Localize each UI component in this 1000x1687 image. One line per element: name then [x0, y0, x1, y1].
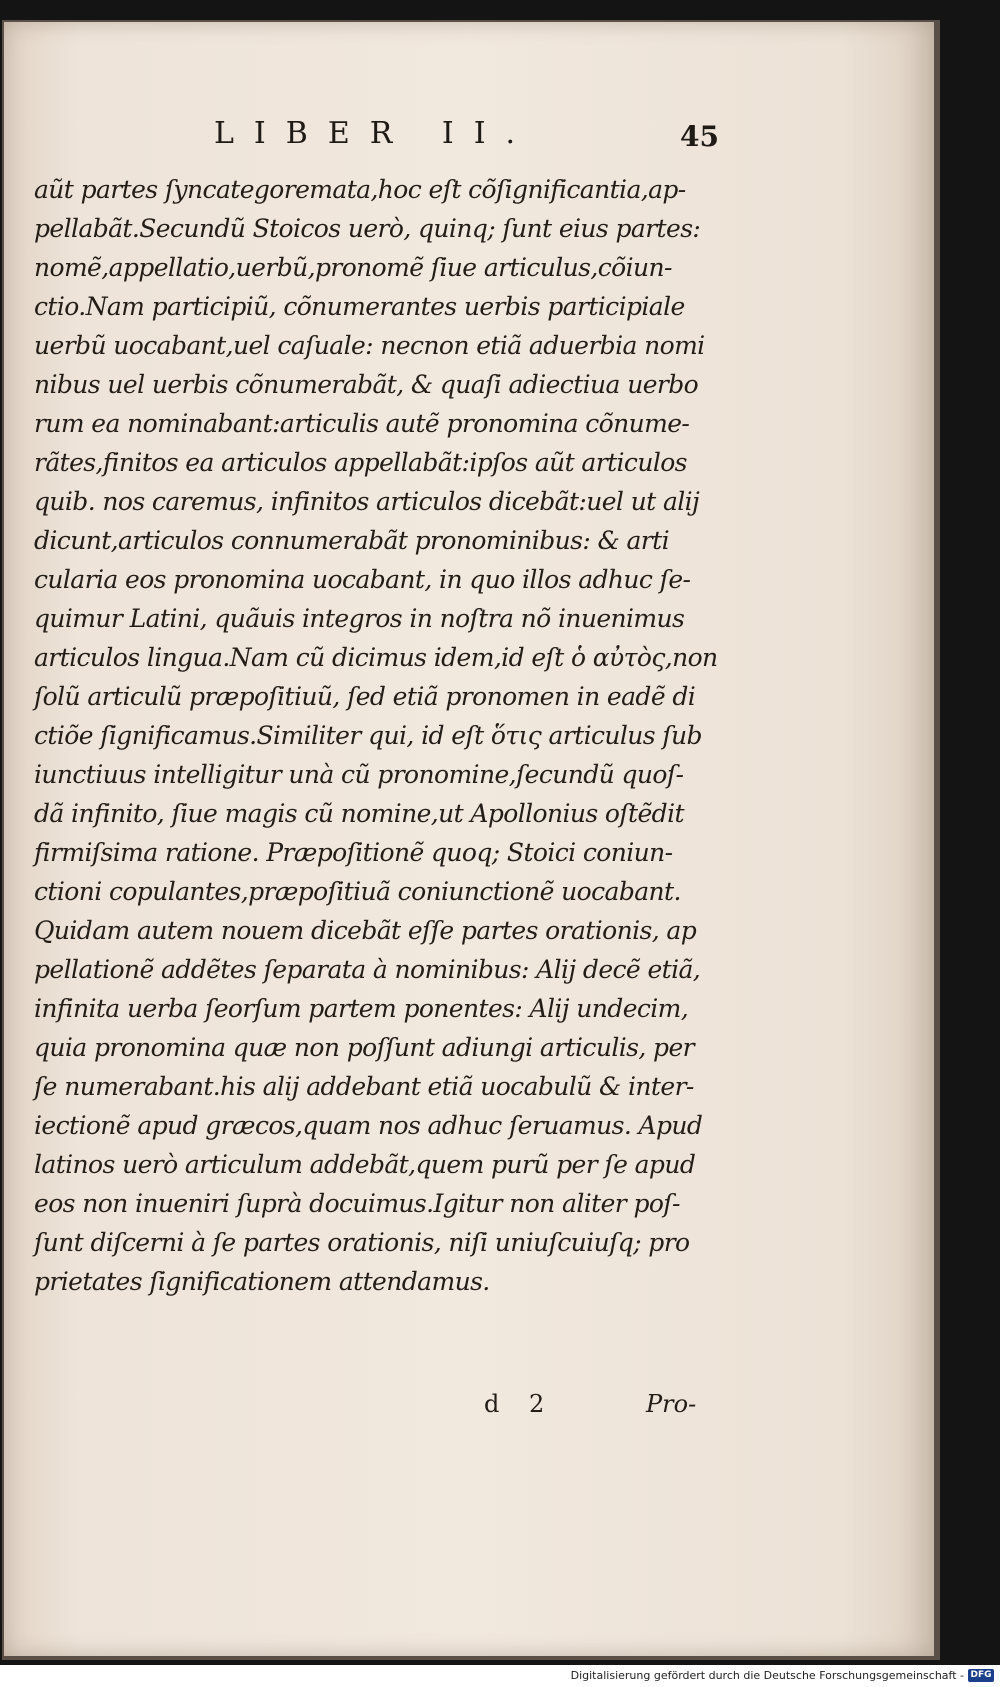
text-line: ctiõe ſignificamus.Similiter qui, id eſt ὅτις articulus ſub [34, 721, 702, 750]
text-line: rum ea nominabant:articulis autẽ pronomina cõnume- [34, 409, 690, 438]
dfg-logo-icon: DFG [968, 1669, 994, 1682]
text-line: nomẽ,appellatio,uerbũ,pronomẽ ſiue articulus,cõiun- [34, 253, 672, 282]
text-line: aũt partes ſyncategoremata,hoc eſt cõſignificantia,ap- [34, 175, 686, 204]
credit-bar [0, 1665, 1000, 1687]
text-line: articulos lingua.Nam cũ dicimus idem,id eſt ὁ αὐτὸς,non [34, 643, 718, 672]
text-line: Quidam autem nouem dicebãt eſſe partes orationis, ap [34, 916, 697, 945]
text-line: nibus uel uerbis cõnumerabãt, & quaſi adiectiua uerbo [34, 370, 699, 399]
text-line: ſunt diſcerni à ſe partes orationis, niſi uniuſcuiuſq; pro [34, 1228, 690, 1257]
page-header [4, 116, 934, 166]
text-line: infinita uerba ſeorſum partem ponentes: Alij undecim, [34, 994, 689, 1023]
page-number: 45 [680, 120, 719, 153]
text-line: quib. nos caremus, infinitos articulos dicebãt:uel ut alij [34, 487, 700, 516]
text-line: dã infinito, ſiue magis cũ nomine,ut Apollonius oſtẽdit [34, 799, 684, 828]
signature-mark: d 2 [484, 1390, 545, 1418]
text-line: uerbũ uocabant,uel caſuale: necnon etiã aduerbia nomi [34, 331, 705, 360]
text-line: firmiſsima ratione. Præpoſitionẽ quoq; Stoici coniun- [34, 838, 673, 867]
text-line: ſolũ articulũ præpoſitiuũ, ſed etiã pronomen in eadẽ di [34, 682, 696, 711]
page-footer [4, 1390, 934, 1430]
text-line: ctioni copulantes,præpoſitiuã coniunctionẽ uocabant. [34, 877, 681, 906]
credit-text: Digitalisierung gefördert durch die Deutsche Forschungsgemeinschaft - [570, 1669, 964, 1682]
text-line: prietates ſignificationem attendamus. [34, 1267, 490, 1296]
text-line: pellabãt.Secundũ Stoicos uerò, quinq; ſunt eius partes: [34, 214, 701, 243]
text-line: iunctiuus intelligitur unà cũ pronomine,ſecundũ quoſ- [34, 760, 684, 789]
running-title: LIBER II. [214, 116, 536, 151]
text-line: ſe numerabant.his alij addebant etiã uocabulũ & inter- [34, 1072, 694, 1101]
body-text [34, 170, 754, 1301]
text-line: dicunt,articulos connumerabãt pronominibus: & arti [34, 526, 669, 555]
text-line: latinos uerò articulum addebãt,quem purũ per ſe apud [34, 1150, 696, 1179]
text-line: ctio.Nam participiũ, cõnumerantes uerbis participiale [34, 292, 685, 321]
text-line: eos non inueniri ſuprà docuimus.Igitur non aliter poſ- [34, 1189, 680, 1218]
text-line: quimur Latini, quãuis integros in noſtra nõ inuenimus [34, 604, 685, 633]
text-line: iectionẽ apud græcos,quam nos adhuc ſeruamus. Apud [34, 1111, 703, 1140]
text-line: rãtes,finitos ea articulos appellabãt:ipſos aũt articulos [34, 448, 687, 477]
text-line: pellationẽ addẽtes ſeparata à nominibus: Alij decẽ etiã, [34, 955, 701, 984]
text-line: cularia eos pronomina uocabant, in quo illos adhuc ſe- [34, 565, 691, 594]
book-page [4, 22, 934, 1656]
catchword: Pro- [646, 1390, 697, 1418]
text-line: quia pronomina quæ non poſſunt adiungi articulis, per [34, 1033, 694, 1062]
